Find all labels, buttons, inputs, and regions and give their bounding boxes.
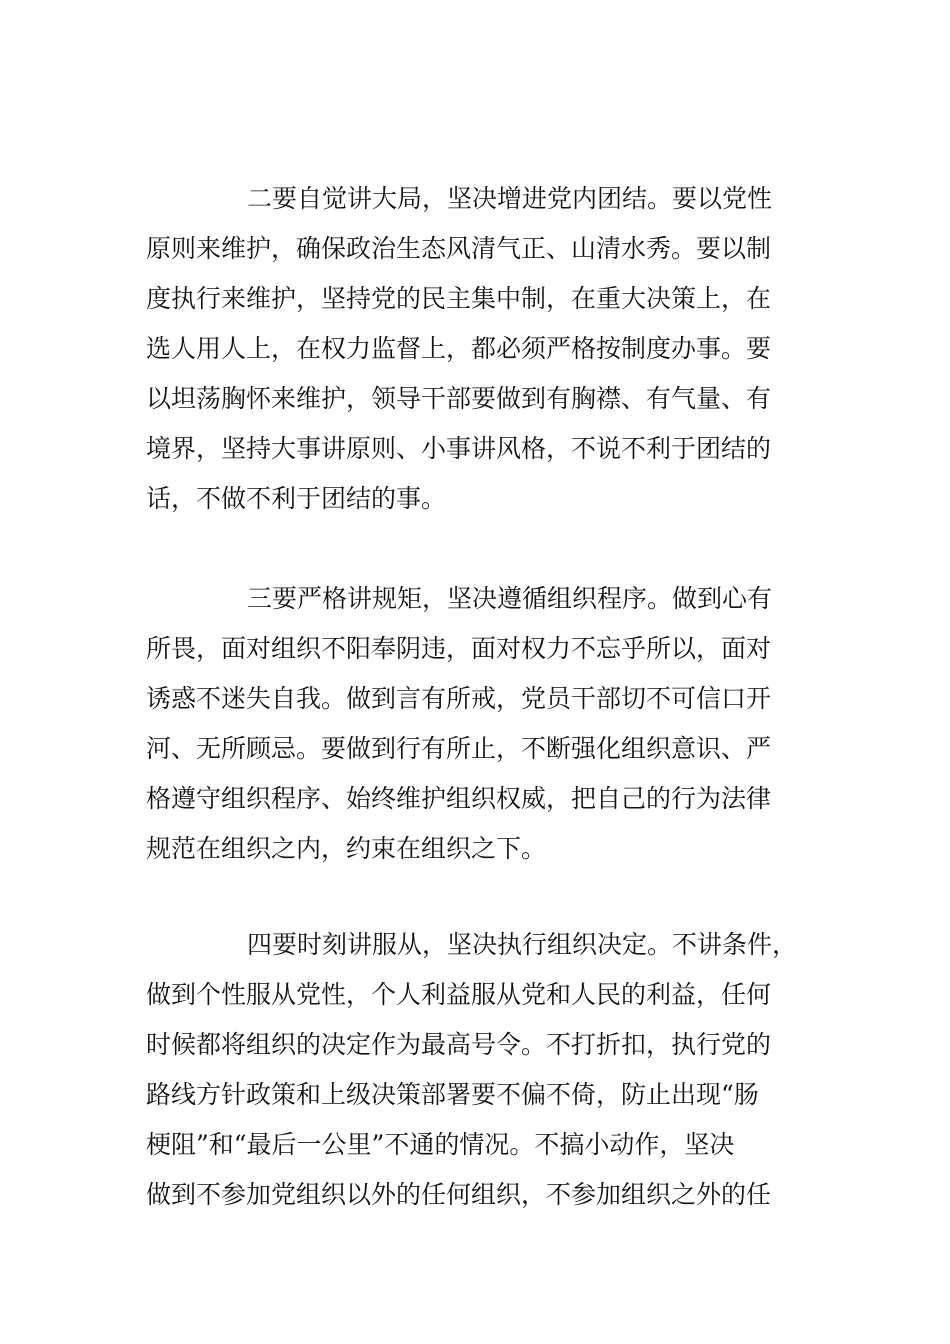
paragraph-line: 以坦荡胸怀来维护，领导干部要做到有胸襟、有气量、有 (146, 384, 772, 413)
paragraph-line: 境界，坚持大事讲原则、小事讲风格，不说不利于团结的 (146, 434, 772, 463)
paragraph-line: 原则来维护，确保政治生态风清气正、山清水秀。要以制 (146, 234, 772, 263)
paragraph-line: 规范在组织之内，约束在组织之下。 (146, 834, 547, 863)
paragraph-line: 格遵守组织程序、始终维护组织权威，把自己的行为法律 (146, 784, 772, 813)
paragraph-line: 梗阻”和“最后一公里”不通的情况。不搞小动作，坚决 (146, 1130, 735, 1159)
paragraph-2 (146, 174, 806, 524)
paragraph-line: 时候都将组织的决定作为最高号令。不打折扣，执行党的 (146, 1030, 772, 1059)
paragraph-line: 选人用人上，在权力监督上，都必须严格按制度办事。要 (146, 334, 772, 363)
paragraph-3 (146, 574, 806, 874)
paragraph-line: 三要严格讲规矩，坚决遵循组织程序。做到心有 (247, 584, 773, 613)
paragraph-4 (146, 920, 806, 1220)
paragraph-line: 河、无所顾忌。要做到行有所止，不断强化组织意识、严 (146, 734, 772, 763)
paragraph-line: 二要自觉讲大局，坚决增进党内团结。要以党性 (247, 184, 773, 213)
paragraph-line: 度执行来维护，坚持党的民主集中制，在重大决策上，在 (146, 284, 772, 313)
paragraph-line: 做到不参加党组织以外的任何组织，不参加组织之外的任 (146, 1180, 772, 1209)
paragraph-line: 所畏，面对组织不阳奉阴违，面对权力不忘乎所以，面对 (146, 634, 772, 663)
paragraph-line: 做到个性服从党性，个人利益服从党和人民的利益，任何 (146, 980, 772, 1009)
paragraph-line: 四要时刻讲服从，坚决执行组织决定。不讲条件， (247, 930, 798, 959)
paragraph-line: 话，不做不利于团结的事。 (146, 484, 447, 513)
paragraph-line: 诱惑不迷失自我。做到言有所戒，党员干部切不可信口开 (146, 684, 772, 713)
paragraph-line: 路线方针政策和上级决策部署要不偏不倚，防止出现“肠 (146, 1080, 759, 1109)
